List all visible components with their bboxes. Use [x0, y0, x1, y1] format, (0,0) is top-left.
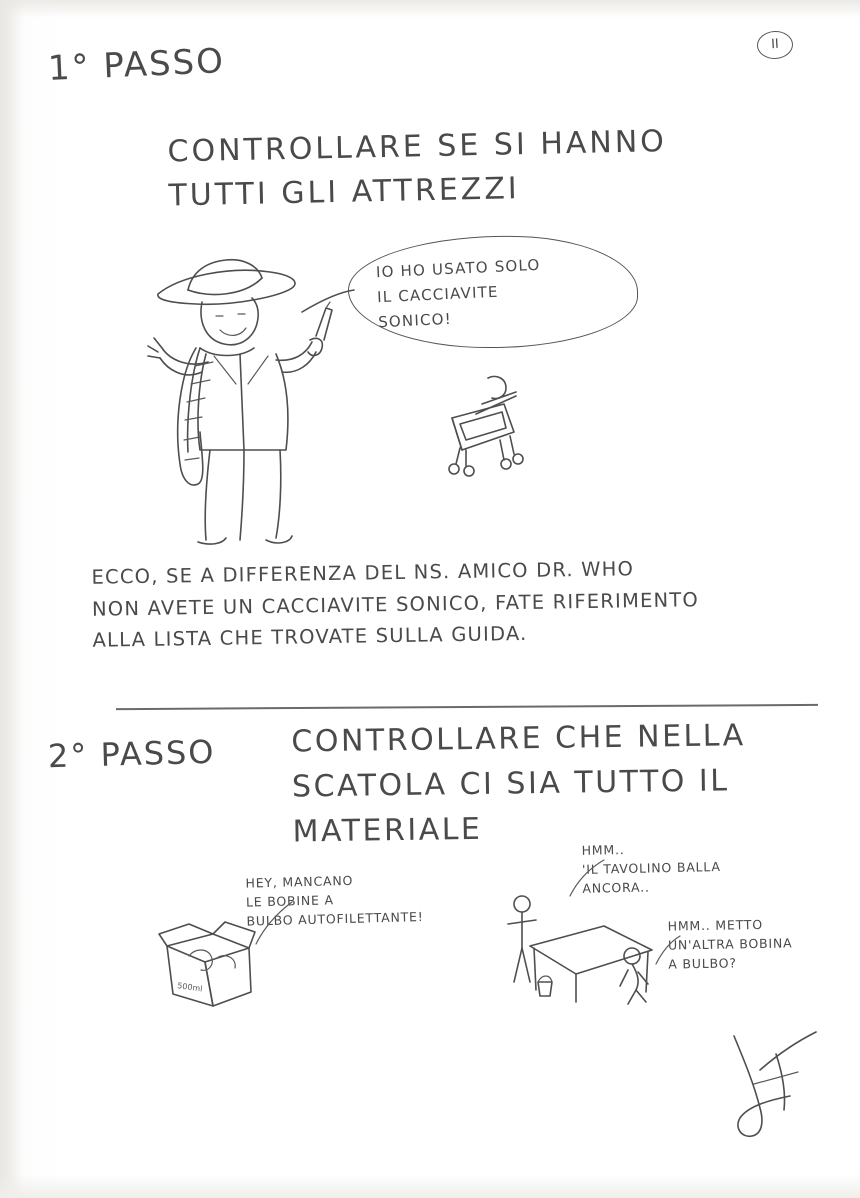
box-on-trolley-icon	[430, 370, 550, 490]
scan-shadow-bottom	[0, 1174, 860, 1198]
box-label-text: 500ml	[176, 981, 204, 994]
step-1-title: CONTROLLARE SE SI HANNO TUTTI GLI ATTREZZI	[167, 124, 668, 213]
speech-bubble-doctor-text: IO HO USATO SOLO IL CACCIAVITE SONICO!	[375, 255, 541, 331]
step-2-title: CONTROLLARE CHE NELLA SCATOLA CI SIA TUTTO IL MATERIALE	[291, 718, 746, 850]
step-2-label: 2° PASSO	[47, 732, 216, 776]
callout-table-wobbles: HMM.. 'IL TAVOLINO BALLA ANCORA..	[581, 841, 721, 896]
callout-box-missing: HEY, MANCANO LE BOBINE A BULBO AUTOFILETTANTE!	[245, 872, 424, 929]
doctor-who-figure-icon	[140, 244, 370, 554]
scan-shadow-left	[0, 0, 22, 1198]
page-number-text: II	[770, 36, 780, 52]
handwritten-signature-icon	[720, 1026, 840, 1146]
step-1-paragraph: ECCO, SE A DIFFERENZA DEL NS. AMICO DR. WHO NON AVETE UN CACCIAVITE SONICO, FATE RIFERIMENTO ALLA LISTA CHE TROVATE SULLA GUIDA.	[91, 557, 700, 652]
step-1-label: 1° PASSO	[47, 41, 226, 89]
scan-shadow-top	[0, 0, 860, 18]
page-number-badge	[756, 30, 793, 60]
two-workers-table-icon	[496, 890, 676, 1010]
speech-bubble-doctor	[347, 234, 638, 349]
callout-another-coil: HMM.. METTO UN'ALTRA BOBINA A BULBO?	[667, 916, 793, 972]
open-cardboard-box-icon	[155, 918, 265, 1010]
section-divider	[116, 704, 818, 710]
